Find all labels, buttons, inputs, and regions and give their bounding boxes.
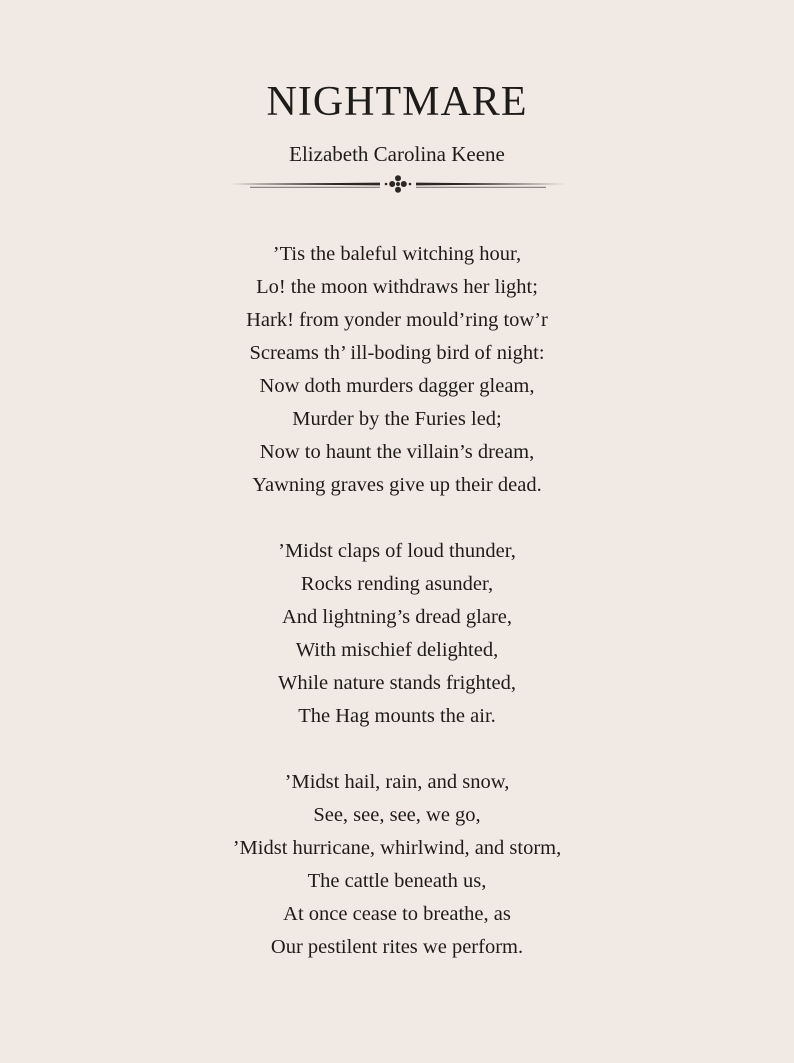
poem-line: The cattle beneath us, [307,870,487,892]
stanza-1 [0,238,794,502]
poem-line: Now doth murders dagger gleam, [259,375,535,397]
poem-line: Lo! the moon withdraws her light; [256,276,538,298]
poem-line: ’Midst hail, rain, and snow, [284,771,510,793]
poem-line: The Hag mounts the air. [298,705,496,727]
poem-line: See, see, see, we go, [313,804,481,826]
poem-line: And lightning’s dread glare, [281,606,512,628]
poem-line: Hark! from yonder mould’ring tow’r [246,309,548,331]
poem-line: Murder by the Furies led; [292,408,502,430]
poem-line: Screams th’ ill-boding bird of night: [249,342,545,364]
poem-line: Yawning graves give up their dead. [252,474,542,496]
poem-line: Our pestilent rites we perform. [270,936,524,958]
poem-line: At once cease to breathe, as [283,903,511,925]
poem-line: ’Midst hurricane, whirlwind, and storm, [232,837,562,859]
poem-title: NIGHTMARE [266,79,528,125]
fleuron-divider-icon [230,174,566,194]
stanza-2 [0,535,794,733]
poem-line: With mischief delighted, [295,639,499,661]
poem-line: Now to haunt the villain’s dream, [259,441,535,463]
poem-author: Elizabeth Carolina Keene [289,142,505,166]
poem-line: ’Tis the baleful witching hour, [272,243,522,265]
poem-line: While nature stands frighted, [278,672,516,694]
poem-line: ’Midst claps of loud thunder, [278,540,516,562]
poem-line: Rocks rending asunder, [300,573,494,595]
stanza-3 [0,766,794,964]
